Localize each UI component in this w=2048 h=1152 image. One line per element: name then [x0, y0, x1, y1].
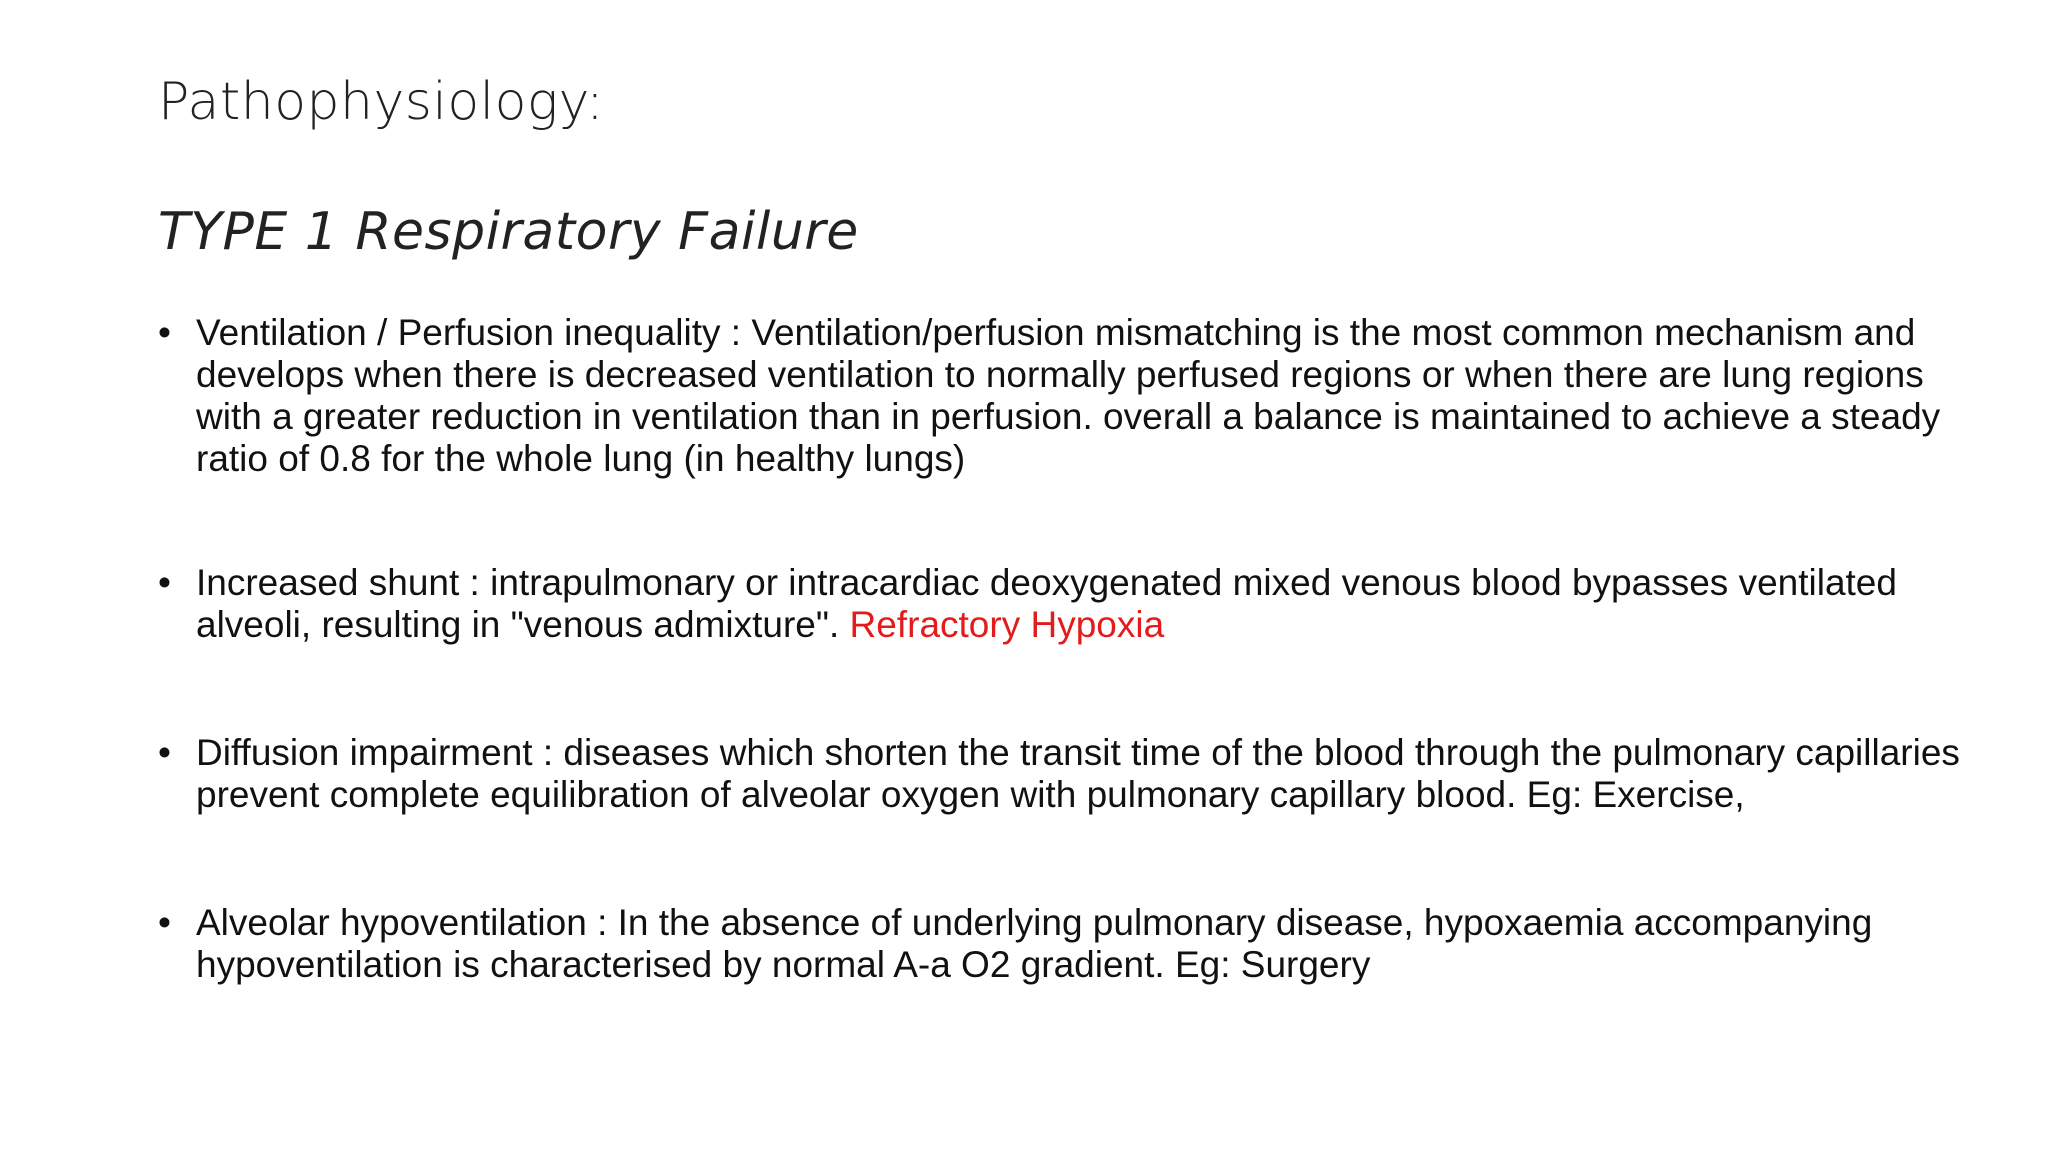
bullet-dot-icon: • — [158, 732, 171, 773]
slide-title: Pathophysiology: — [158, 72, 605, 132]
bullet-dot-icon: • — [158, 902, 171, 943]
bullet-item-increased-shunt — [158, 562, 1998, 646]
slide-subtitle: TYPE 1 Respiratory Failure — [158, 202, 859, 262]
bullet-text: Diffusion impairment : diseases which shorten the transit time of the blood through the pulmonary capillaries prevent complete equilibration of alveolar oxygen with pulmonary capillary blood. Eg: Exercise, — [196, 732, 1960, 815]
bullet-item-alveolar-hypoventilation — [158, 902, 1998, 986]
bullet-list — [158, 312, 1998, 986]
bullet-item-diffusion-impairment — [158, 732, 1998, 816]
bullet-text: Alveolar hypoventilation : In the absence of underlying pulmonary disease, hypoxaemia accompanying hypoventilation is characterised by normal A-a O2 gradient. Eg: Surgery — [196, 902, 1873, 985]
bullet-text: Increased shunt : intrapulmonary or intracardiac deoxygenated mixed venous blood bypasses ventilated alveoli, resulting in "venous admixture". — [196, 562, 1897, 645]
bullet-dot-icon: • — [158, 312, 171, 353]
highlight-text: Refractory Hypoxia — [849, 604, 1165, 645]
bullet-dot-icon: • — [158, 562, 171, 603]
bullet-text: Ventilation / Perfusion inequality : Ventilation/perfusion mismatching is the most common mechanism and develops when there is decreased ventilation to normally perfused regions or when there are lung regions with a greater reduction in ventilation than in perfusion. overall a balance is maintained to achieve a steady ratio of 0.8 for the whole lung (in healthy lungs) — [196, 312, 1941, 479]
bullet-item-vq-inequality — [158, 312, 1998, 480]
